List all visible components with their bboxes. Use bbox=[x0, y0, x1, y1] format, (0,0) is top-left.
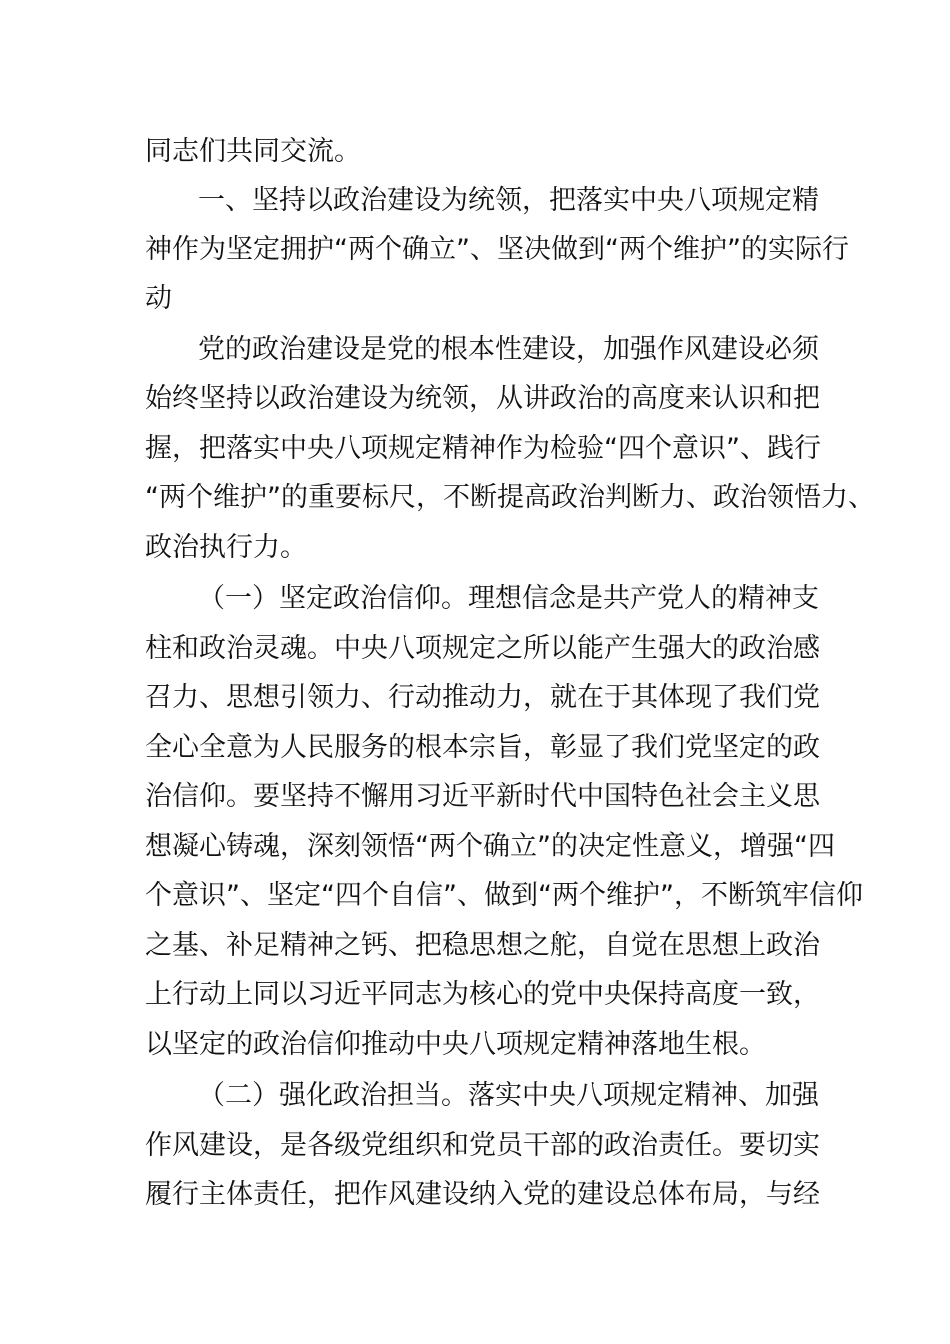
paragraph-1-line-5: 政治执行力。 bbox=[145, 532, 307, 563]
paragraph-1-line-4: “两个维护”的重要标尺，不断提高政治判断力、政治领悟力、 bbox=[145, 482, 875, 513]
paragraph-1-line-2: 始终坚持以政治建设为统领，从讲政治的高度来认识和把 bbox=[145, 383, 820, 414]
paragraph-1-line-3: 握，把落实中央八项规定精神作为检验“四个意识”、践行 bbox=[145, 433, 821, 464]
paragraph-2-line-5: 治信仰。要坚持不懈用习近平新时代中国特色社会主义思 bbox=[145, 781, 820, 812]
paragraph-2-line-6: 想凝心铸魂，深刻领悟“两个确立”的决定性意义，增强“四 bbox=[145, 831, 835, 862]
section-heading-1-line-3: 动 bbox=[145, 283, 172, 314]
paragraph-2-line-4: 全心全意为人民服务的根本宗旨，彰显了我们党坚定的政 bbox=[145, 732, 820, 763]
paragraph-3-line-2: 作风建设，是各级党组织和党员干部的政治责任。要切实 bbox=[145, 1130, 820, 1161]
paragraph-2-line-2: 柱和政治灵魂。中央八项规定之所以能产生强大的政治感 bbox=[145, 633, 820, 664]
paragraph-2-line-7: 个意识”、坚定“四个自信”、做到“两个维护”，不断筑牢信仰 bbox=[145, 880, 863, 911]
paragraph-2-line-1: （一）坚定政治信仰。理想信念是共产党人的精神支 bbox=[198, 583, 819, 614]
paragraph-3-line-1: （二）强化政治担当。落实中央八项规定精神、加强 bbox=[198, 1080, 819, 1111]
section-heading-1-line-1: 一、坚持以政治建设为统领，把落实中央八项规定精 bbox=[198, 185, 819, 216]
paragraph-2-line-3: 召力、思想引领力、行动推动力，就在于其体现了我们党 bbox=[145, 682, 820, 713]
paragraph-2-line-9: 上行动上同以习近平同志为核心的党中央保持高度一致， bbox=[145, 979, 820, 1010]
paragraph-3-line-3: 履行主体责任，把作风建设纳入党的建设总体布局，与经 bbox=[145, 1179, 820, 1210]
section-heading-1-line-2: 神作为坚定拥护“两个确立”、坚决做到“两个维护”的实际行 bbox=[145, 234, 849, 265]
paragraph-2-line-8: 之基、补足精神之钙、把稳思想之舵，自觉在思想上政治 bbox=[145, 930, 820, 961]
paragraph-2-line-10: 以坚定的政治信仰推动中央八项规定精神落地生根。 bbox=[145, 1029, 766, 1060]
text-line-1: 同志们共同交流。 bbox=[145, 136, 361, 167]
paragraph-1-line-1: 党的政治建设是党的根本性建设，加强作风建设必须 bbox=[198, 334, 819, 365]
